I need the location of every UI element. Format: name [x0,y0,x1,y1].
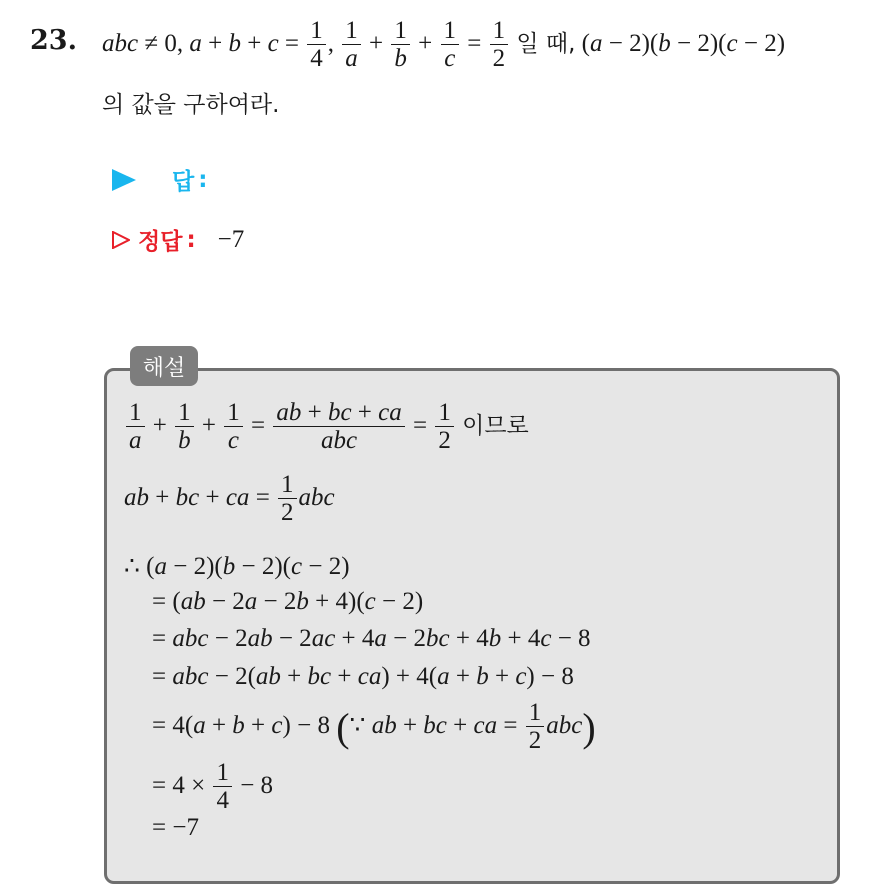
answer-prompt [112,163,207,196]
problem-instruction: 의 값을 구하여라. [102,92,280,118]
solution-step-5: = 4(a + b + c) − 8 (∵ ab + bc + ca = $\frac{1}{2}$ abc) [152,699,596,755]
solution-tag: 해설 [130,346,198,386]
correct-answer [112,223,244,256]
answer-colon: : [198,166,208,193]
problem-connector: 일 때, [516,31,576,58]
solution-step-3: = abc − 2ab − 2ac + 4a − 2bc + 4b + 4c − 8 [152,625,591,652]
solution-line-1: $\frac{1}{a}$ + $\frac{1}{b}$ + $\frac{1}{c}$ = $\frac{ab + bc + ca}{\text{abc}}$ = $\frac{1}{2}$ 이므로 [124,400,529,455]
correct-answer-label: 정답 [138,229,183,255]
correct-answer-value: −7 [217,225,245,253]
problem-number: 23. [30,25,77,56]
solution-step-6: = 4 × $\frac{1}{4}$ − 8 [152,759,274,815]
solution-step-4: = abc − 2(ab + bc + ca) + 4(a + b + c) − 8 [152,663,574,690]
solution-step-1: ∴ (a − 2)(b − 2)(c − 2) [124,553,350,580]
outline-triangle-icon [112,231,130,249]
solution-line-1-suffix: 이므로 [462,413,529,440]
play-triangle-icon [112,169,136,191]
solution-line-2: ab + bc + ca = $\frac{1}{2}$ abc [124,471,335,527]
correct-answer-colon: : [186,226,196,253]
problem-conditions: abc ≠ 0, a + b + c = $\frac{1}{4}$ , $\frac{1}{a}$ + $\frac{1}{b}$ + $\frac{1}{c}$ = $\frac{1}{2}$ 일 때, (a − 2)(b − 2)(c − 2) [102,17,786,73]
answer-label: 답 [172,169,195,195]
solution-step-7: = −7 [152,814,199,841]
solution-step-2: = (ab − 2a − 2b + 4)(c − 2) [152,588,424,615]
